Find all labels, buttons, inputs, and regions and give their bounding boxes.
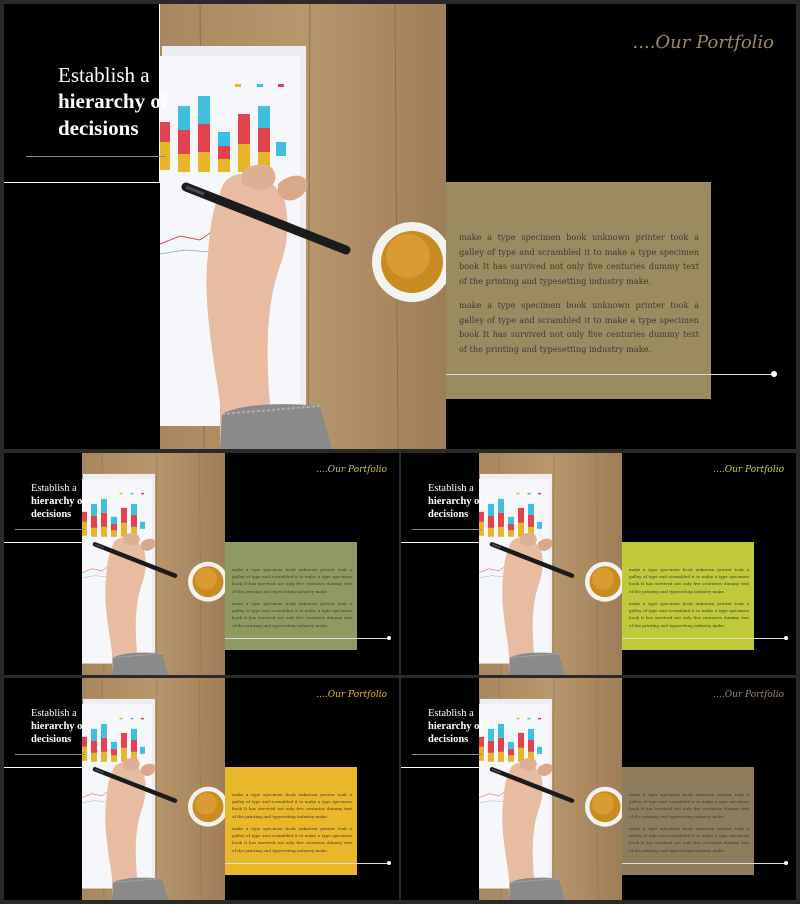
title-line-3: decisions — [31, 509, 72, 521]
desk-photo — [479, 453, 622, 675]
desk-photo — [160, 4, 446, 449]
line-end-dot — [771, 371, 777, 377]
title-line-3: decisions — [58, 115, 139, 140]
paragraph-2: make a type specimen book unknown printer took a galley of type and scrambled it to make a type specimen book It has survived not only five centuries dummy text of the printing and typesetting industry make. — [459, 300, 699, 354]
paragraph-1: make a type specimen book unknown printer took a galley of type and scrambled it to make a type specimen book It has survived not only five centuries dummy text of the printing and typesetting industry make. — [232, 792, 352, 819]
bottom-line — [446, 374, 774, 375]
title-underline — [412, 754, 482, 755]
portfolio-heading: ....Our Portfolio — [316, 465, 387, 475]
slide-title — [58, 62, 168, 141]
slide-thumbnail-3[interactable] — [4, 678, 399, 900]
desk-photo — [82, 678, 225, 900]
portfolio-heading: ....Our Portfolio — [632, 32, 774, 53]
paragraph-2: make a type specimen book unknown printer took a galley of type and scrambled it to make a type specimen book It has survived not only five centuries dummy text of the printing and typesetting industry make. — [629, 826, 749, 853]
slide-thumbnail-1[interactable] — [4, 453, 399, 675]
text-panel — [225, 542, 357, 650]
title-underline — [15, 754, 85, 755]
paragraph-1: make a type specimen book unknown printer took a galley of type and scrambled it to make a type specimen book It has survived not only five centuries dummy text of the printing and typesetting industry make. — [232, 567, 352, 594]
portfolio-heading: ....Our Portfolio — [316, 690, 387, 700]
title-line-2: hierarchy of — [428, 721, 483, 733]
desk-photo — [82, 453, 225, 675]
line-end-dot — [387, 861, 391, 865]
title-underline — [412, 529, 482, 530]
slide-main[interactable] — [4, 4, 796, 449]
slide-title — [428, 482, 483, 521]
text-panel — [446, 182, 711, 399]
title-line-3: decisions — [428, 734, 469, 746]
paragraph-2: make a type specimen book unknown printer took a galley of type and scrambled it to make a type specimen book It has survived not only five centuries dummy text of the printing and typesetting industry make. — [629, 601, 749, 628]
title-underline — [26, 156, 166, 157]
paragraph-1: make a type specimen book unknown printer took a galley of type and scrambled it to make a type specimen book It has survived not only five centuries dummy text of the printing and typesetting industry make. — [629, 567, 749, 594]
title-line-3: decisions — [31, 734, 72, 746]
line-end-dot — [387, 636, 391, 640]
title-line-1: Establish a — [31, 483, 77, 494]
title-line-2: hierarchy of — [428, 496, 483, 508]
title-line-2: hierarchy of — [31, 721, 86, 733]
title-line-1: Establish a — [428, 483, 474, 494]
desk-photo — [479, 678, 622, 900]
slide-title — [428, 707, 483, 746]
portfolio-heading: ....Our Portfolio — [713, 690, 784, 700]
slide-title — [31, 707, 86, 746]
line-end-dot — [784, 861, 788, 865]
title-line-1: Establish a — [31, 708, 77, 719]
title-line-3: decisions — [428, 509, 469, 521]
text-panel — [622, 542, 754, 650]
text-panel — [225, 767, 357, 875]
title-line-2: hierarchy of — [31, 496, 86, 508]
line-end-dot — [784, 636, 788, 640]
slide-title — [31, 482, 86, 521]
text-panel — [622, 767, 754, 875]
bottom-line — [622, 638, 786, 639]
slide-thumbnail-4[interactable] — [401, 678, 796, 900]
bottom-line — [225, 863, 389, 864]
slide-thumbnail-2[interactable] — [401, 453, 796, 675]
bottom-line — [225, 638, 389, 639]
title-line-1: Establish a — [428, 708, 474, 719]
paragraph-2: make a type specimen book unknown printer took a galley of type and scrambled it to make a type specimen book It has survived not only five centuries dummy text of the printing and typesetting industry make. — [232, 826, 352, 853]
paragraph-2: make a type specimen book unknown printer took a galley of type and scrambled it to make a type specimen book It has survived not only five centuries dummy text of the printing and typesetting industry make. — [232, 601, 352, 628]
bottom-line — [622, 863, 786, 864]
portfolio-heading: ....Our Portfolio — [713, 465, 784, 475]
title-line-2: hierarchy of — [58, 89, 168, 114]
title-underline — [15, 529, 85, 530]
paragraph-1: make a type specimen book unknown printer took a galley of type and scrambled it to make a type specimen book It has survived not only five centuries dummy text of the printing and typesetting industry make. — [459, 232, 699, 286]
title-line-1: Establish a — [58, 63, 150, 87]
paragraph-1: make a type specimen book unknown printer took a galley of type and scrambled it to make a type specimen book It has survived not only five centuries dummy text of the printing and typesetting industry make. — [629, 792, 749, 819]
